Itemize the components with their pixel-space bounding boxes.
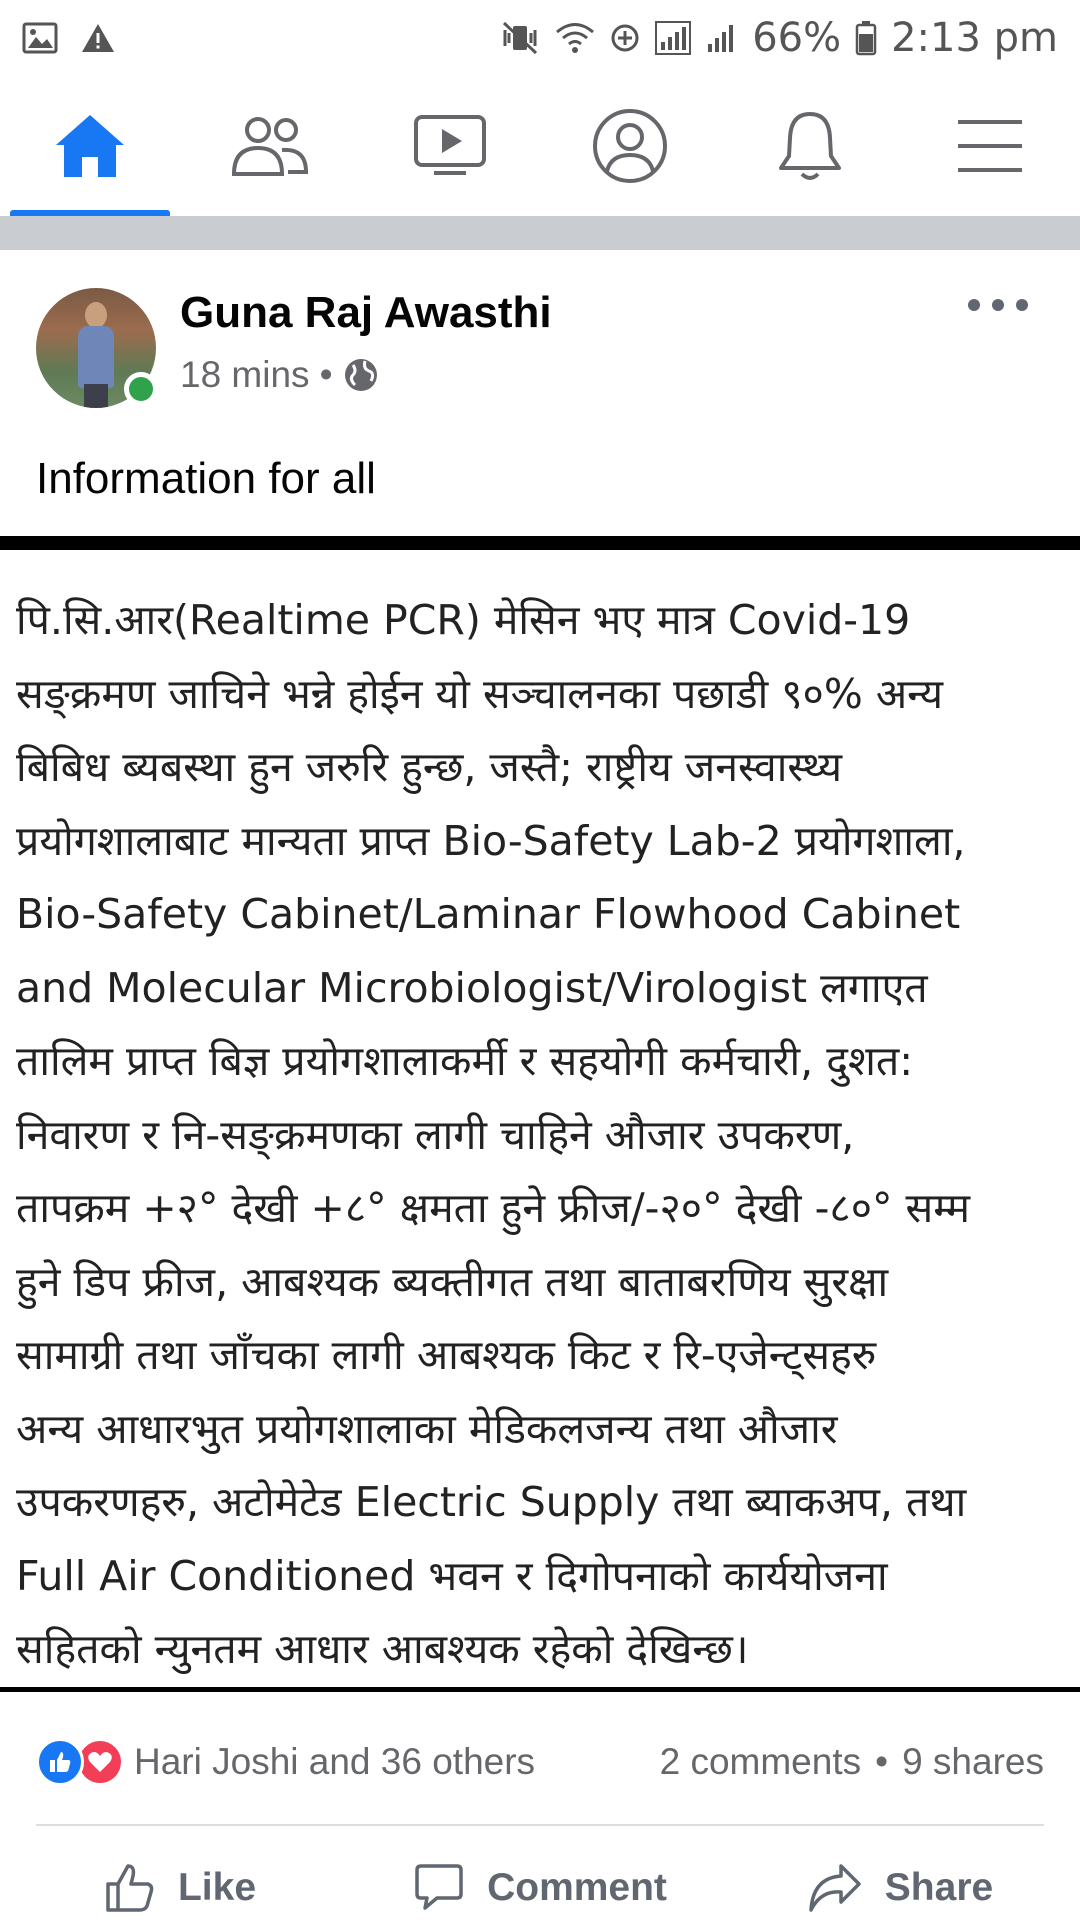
image-text-line: Bio-Safety Cabinet/Laminar Flowhood Cabinet <box>16 890 961 938</box>
mute-vibrate-icon <box>500 20 540 56</box>
home-icon <box>52 111 128 181</box>
like-label: Like <box>177 1866 257 1909</box>
dot <box>968 299 980 311</box>
image-text-line: प्रयोगशालाबाट मान्यता प्राप्त Bio-Safety Lab-2 प्रयोगशाला, <box>16 816 966 865</box>
comments-count[interactable]: 2 comments <box>659 1741 862 1782</box>
share-button[interactable] <box>720 1832 1080 1914</box>
comment-button[interactable] <box>360 1832 720 1914</box>
engagement-separator: • <box>875 1741 889 1782</box>
image-text-line: and Molecular Microbiologist/Virologist लगाएत <box>16 963 928 1012</box>
comment-icon <box>413 1862 465 1914</box>
image-text-line: सहितको न्युनतम आधार आबश्यक रहेको देखिन्छ। <box>16 1625 749 1673</box>
image-text-line: उपकरणहरु, अटोमेटेड Electric Supply तथा ब्याकअप, तथा <box>16 1478 967 1526</box>
more-options-button[interactable] <box>968 290 1028 320</box>
post-actions <box>0 1826 1080 1920</box>
shares-count[interactable]: 9 shares <box>902 1741 1044 1782</box>
image-text-line: सामाग्री तथा जाँचका लागी आबश्यक किट र रि-एजेन्ट्सहरु <box>16 1331 877 1379</box>
share-icon <box>807 1862 863 1914</box>
profile-icon <box>591 107 669 185</box>
signal-icon <box>654 20 692 56</box>
share-label: Share <box>884 1866 994 1909</box>
post-caption: Information for all <box>36 454 376 503</box>
image-text-line: निवारण र नि-सङ्क्रमणका लागी चाहिने औजार उपकरण, <box>16 1110 855 1159</box>
author-name[interactable]: Guna Raj Awasthi <box>180 288 552 337</box>
dot <box>1016 299 1028 311</box>
image-icon <box>22 22 58 54</box>
friends-icon <box>230 114 310 178</box>
feed-separator <box>0 216 1080 250</box>
tab-home[interactable] <box>0 76 180 216</box>
globe-icon <box>343 357 379 393</box>
tab-profile[interactable] <box>540 76 720 216</box>
post-image-text <box>16 584 1066 1687</box>
video-icon <box>412 113 488 179</box>
dot <box>992 299 1004 311</box>
battery-icon <box>855 20 877 56</box>
like-button[interactable] <box>0 1832 360 1914</box>
image-text-line: अन्य आधारभुत प्रयोगशालाका मेडिकलजन्य तथा औजार <box>16 1404 838 1453</box>
image-text-line: सङ्क्रमण जाचिने भन्ने होईन यो सञ्चालनका पछाडी ९०% अन्य <box>16 669 944 718</box>
tab-friends[interactable] <box>180 76 360 216</box>
signal-icon <box>706 20 738 56</box>
wifi-icon <box>554 20 596 56</box>
reactors-text[interactable]: Hari Joshi and 36 others <box>134 1741 536 1782</box>
online-status-dot <box>124 372 158 406</box>
battery-percent: 66% <box>752 15 842 61</box>
engagement-counts <box>660 1741 1044 1783</box>
reactions-row <box>0 1706 1080 1818</box>
post-time[interactable]: 18 mins <box>180 354 310 395</box>
tab-watch[interactable] <box>360 76 540 216</box>
top-nav <box>0 76 1080 216</box>
like-reaction-icon <box>36 1738 84 1786</box>
menu-icon <box>956 118 1024 174</box>
warning-icon <box>80 22 116 54</box>
status-bar <box>0 0 1080 76</box>
bell-icon <box>775 108 845 184</box>
image-text-line: पि.सि.आर(Realtime PCR) मेसिन भए मात्र Covid-19 <box>16 596 911 644</box>
author-avatar[interactable] <box>36 288 156 408</box>
meta-separator: • <box>319 354 333 395</box>
clock: 2:13 pm <box>891 15 1058 61</box>
reaction-icons[interactable] <box>36 1738 124 1786</box>
image-text-line: तापक्रम +२° देखी +८° क्षमता हुने फ्रीज/-२०° देखी -८०° सम्म <box>16 1184 971 1232</box>
image-text-line: तालिम प्राप्त बिज्ञ प्रयोगशालाकर्मी र सहयोगी कर्मचारी, दुशत: <box>16 1037 914 1085</box>
post-meta <box>180 354 379 396</box>
image-text-line: Full Air Conditioned भवन र दिगोपनाको कार्ययोजना <box>16 1551 888 1600</box>
comment-label: Comment <box>487 1866 667 1909</box>
data-saver-icon <box>610 23 640 53</box>
tab-menu[interactable] <box>900 76 1080 216</box>
post-image[interactable] <box>0 536 1080 1692</box>
thumbs-up-icon <box>104 1862 156 1914</box>
tab-notifications[interactable] <box>720 76 900 216</box>
image-text-line: हुने डिप फ्रीज, आबश्यक ब्यक्तीगत तथा बाताबरणिय सुरक्षा <box>16 1257 889 1306</box>
image-text-line: बिबिध ब्यबस्था हुन जरुरि हुन्छ, जस्तै; राष्ट्रीय जनस्वास्थ्य <box>16 743 843 791</box>
post-header <box>0 250 1080 430</box>
